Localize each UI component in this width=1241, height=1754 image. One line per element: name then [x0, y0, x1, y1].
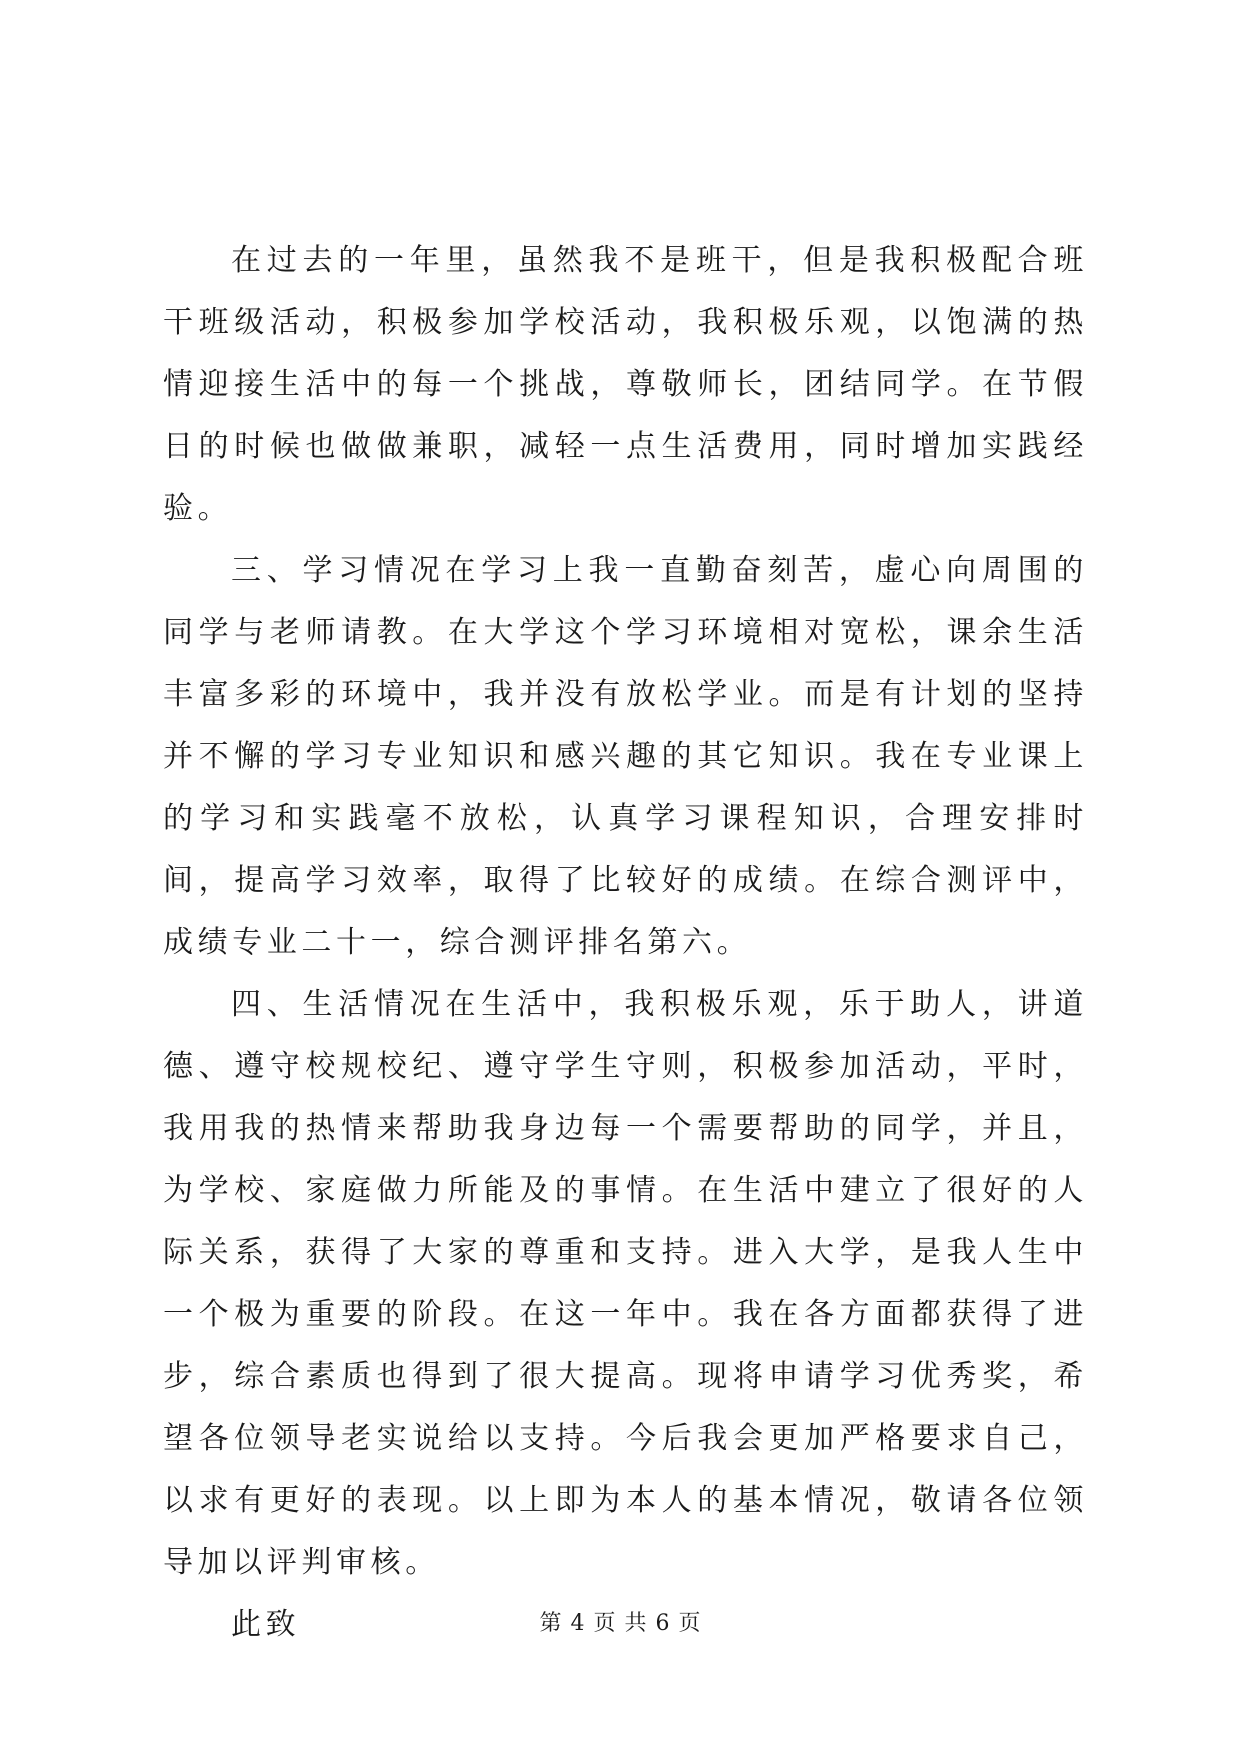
- paragraph-activities: 在过去的一年里，虽然我不是班干，但是我积极配合班干班级活动，积极参加学校活动，我积极乐观，以饱满的热情迎接生活中的每一个挑战，尊敬师长，团结同学。在节假日的时候也做做兼职，减轻一点生活费用，同时增加实践经验。: [163, 243, 1088, 526]
- closing-salutation: 此致: [231, 1607, 301, 1642]
- page-number-footer: 第 4 页 共 6 页: [539, 1611, 702, 1636]
- paragraph-life: 四、生活情况在生活中，我积极乐观，乐于助人，讲道德、遵守校规校纪、遵守学生守则，积极参加活动，平时，我用我的热情来帮助我身边每一个需要帮助的同学，并且，为学校、家庭做力所能及的事情。在生活中建立了很好的人际关系，获得了大家的尊重和支持。进入大学，是我人生中一个极为重要的阶段。在这一年中。我在各方面都获得了进步，综合素质也得到了很大提高。现将申请学习优秀奖，希望各位领导老实说给以支持。今后我会更加严格要求自己，以求有更好的表现。以上即为本人的基本情况，敬请各位领导加以评判审核。: [163, 987, 1088, 1580]
- document-body: [163, 230, 1088, 1656]
- paragraph-study: 三、学习情况在学习上我一直勤奋刻苦，虚心向周围的同学与老师请教。在大学这个学习环境相对宽松，课余生活丰富多彩的环境中，我并没有放松学业。而是有计划的坚持并不懈的学习专业知识和感兴趣的其它知识。我在专业课上的学习和实践毫不放松，认真学习课程知识，合理安排时间，提高学习效率，取得了比较好的成绩。在综合测评中，成绩专业二十一，综合测评排名第六。: [163, 553, 1088, 960]
